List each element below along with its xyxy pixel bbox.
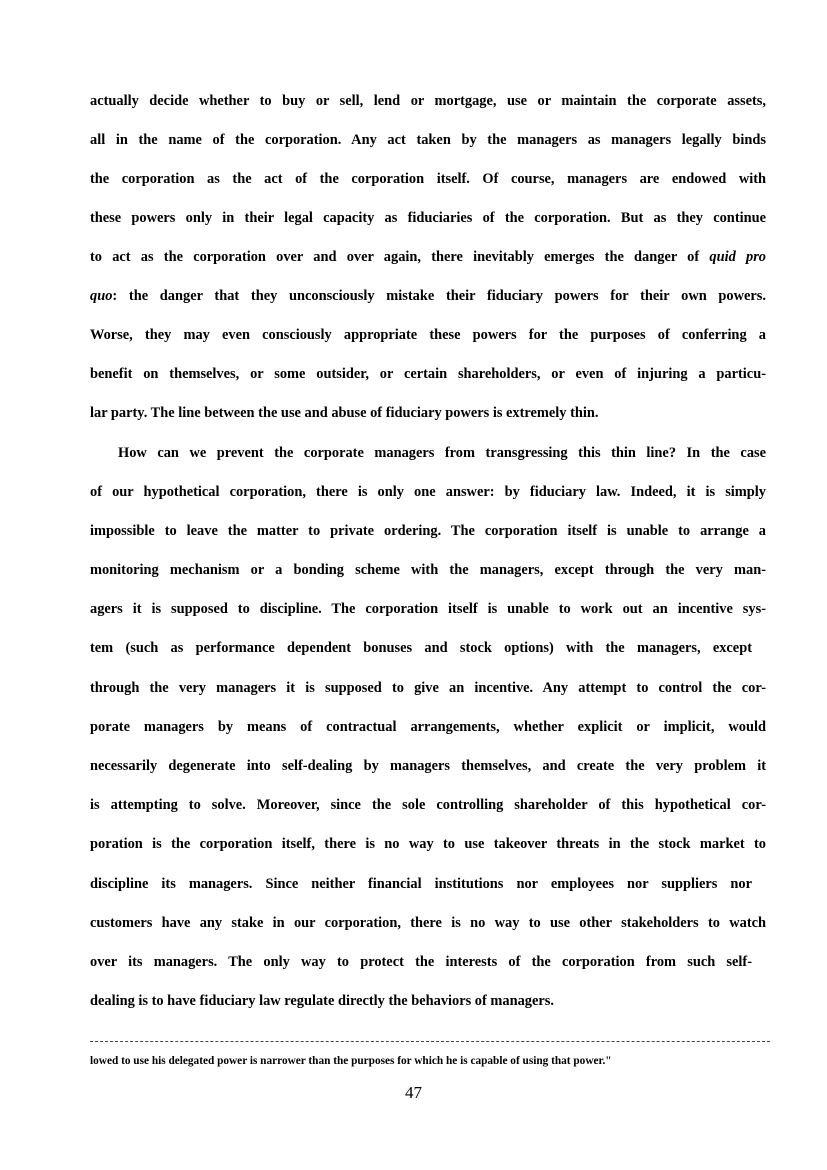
paragraph-line: the corporation as the act of the corporation itself. Of course, managers are endowed with — [90, 171, 766, 187]
paragraph-line: lar party. The line between the use and abuse of fiduciary powers is extremely thin. — [90, 405, 599, 421]
paragraph-line: is attempting to solve. Moreover, since the sole controlling shareholder of this hypothetical cor- — [90, 797, 766, 813]
paragraph-line: tem (such as performance dependent bonuses and stock options) with the managers, except — [90, 640, 752, 656]
paragraph-line: benefit on themselves, or some outsider, or certain shareholders, or even of injuring a particu- — [90, 366, 766, 382]
line-text: : the danger that they unconsciously mistake their fiduciary powers for their own powers. — [112, 288, 766, 304]
paragraph-line: discipline its managers. Since neither financial institutions nor employees nor suppliers nor — [90, 876, 752, 892]
paragraph-line: necessarily degenerate into self-dealing by managers themselves, and create the very problem it — [90, 758, 766, 774]
paragraph-line: over its managers. The only way to protect the interests of the corporation from such self- — [90, 954, 752, 970]
footnote-separator — [90, 1041, 770, 1042]
paragraph-line: actually decide whether to buy or sell, lend or mortgage, use or maintain the corporate assets, — [90, 93, 766, 109]
page-number: 47 — [405, 1083, 422, 1102]
paragraph-line: dealing is to have fiduciary law regulate directly the behaviors of managers. — [90, 993, 554, 1009]
paragraph-line: agers it is supposed to discipline. The corporation itself is unable to work out an incentive sys- — [90, 601, 766, 617]
italic-term: quo — [90, 288, 113, 304]
paragraph-line: of our hypothetical corporation, there is only one answer: by fiduciary law. Indeed, it is simply — [90, 484, 766, 500]
paragraph-line: customers have any stake in our corporation, there is no way to use other stakeholders to watch — [90, 915, 766, 931]
paragraph-line: monitoring mechanism or a bonding scheme with the managers, except through the very man- — [90, 562, 766, 578]
paragraph-line: poration is the corporation itself, there is no way to use takeover threats in the stock market to — [90, 836, 766, 852]
paragraph-line: How can we prevent the corporate managers from transgressing this thin line? In the case — [118, 445, 766, 461]
italic-term: quid pro — [709, 249, 766, 265]
paragraph-line — [90, 288, 766, 304]
paragraph-line — [90, 249, 766, 265]
paragraph-line: through the very managers it is supposed to give an incentive. Any attempt to control the cor- — [90, 680, 766, 696]
paragraph-line: these powers only in their legal capacity as fiduciaries of the corporation. But as they continue — [90, 210, 766, 226]
paragraph-line: porate managers by means of contractual arrangements, whether explicit or implicit, would — [90, 719, 766, 735]
paragraph-line: Worse, they may even consciously appropriate these powers for the purposes of conferring a — [90, 327, 766, 343]
footnote-text: lowed to use his delegated power is narrower than the purposes for which he is capable of using that power." — [90, 1055, 612, 1067]
paragraph-line: impossible to leave the matter to private ordering. The corporation itself is unable to arrange a — [90, 523, 766, 539]
line-text: to act as the corporation over and over again, there inevitably emerges the danger of — [90, 249, 700, 265]
paragraph-line: all in the name of the corporation. Any act taken by the managers as managers legally binds — [90, 132, 766, 148]
